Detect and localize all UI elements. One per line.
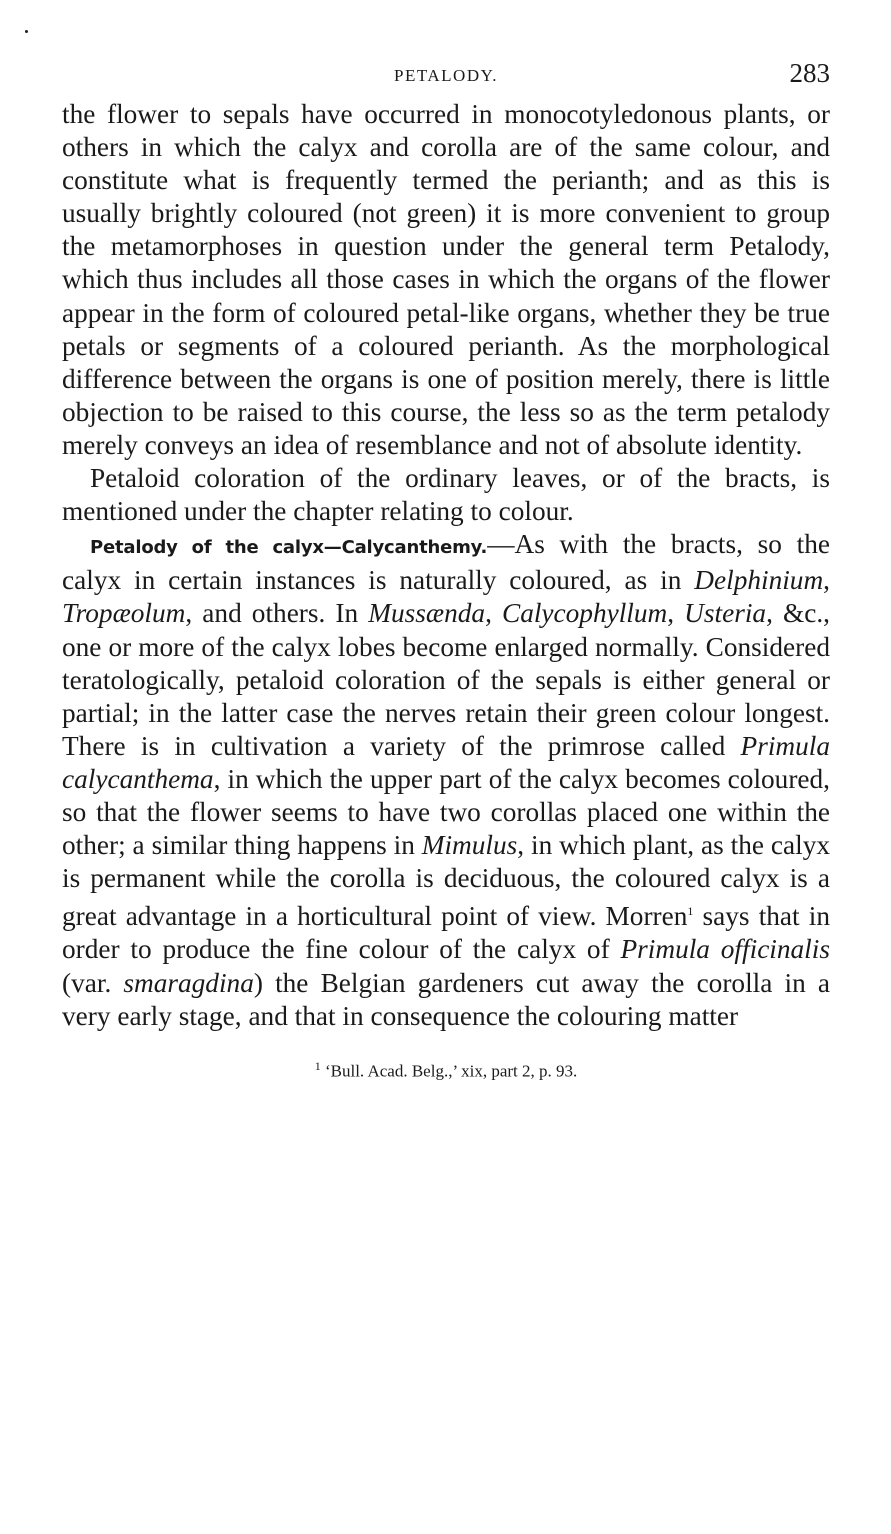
footnote-mark: 1 <box>314 1058 321 1073</box>
species-name: Primula officinalis <box>620 934 830 965</box>
book-page <box>62 58 830 1081</box>
genus-name: Calycophyllum <box>501 598 668 629</box>
page-number: 283 <box>789 58 830 88</box>
running-head: PETALODY. <box>394 66 498 85</box>
section-text: , &c., one or more of the calyx lobes become enlarged normally. Considered teratologically, petaloid coloration of the sepals is either general or partial; in the latter case the nerves retain their green colour longest. There is in cultivation a variety of the primrose called <box>62 598 830 761</box>
genus-name: Mimulus <box>421 830 518 861</box>
section-text: , <box>823 565 830 596</box>
section-text: , in which the upper part of the calyx becomes coloured, so that the flower seems to have two corollas placed one within the other; a similar thing happens in <box>62 763 830 861</box>
footnote-marker: 1 <box>687 904 694 919</box>
section-text: , in which plant, as the calyx is permanent while the corolla is deciduous, the coloured calyx is a great advantage in a horticultural point of view. Morren <box>62 830 830 932</box>
section-text: says that in order to produce the fine colour of the calyx of <box>62 901 830 965</box>
section-text: —As with the bracts, so the calyx in certain instances is naturally coloured, as in <box>62 529 830 596</box>
section-text: (var. <box>62 967 124 998</box>
section-text: ) the Belgian gardeners cut away the corolla in a very early stage, and that in consequence the colouring matter <box>62 967 830 1031</box>
variety-name: smaragdina <box>123 967 254 998</box>
species-name: Primula calycanthema <box>62 730 830 794</box>
section-text: , <box>667 598 685 629</box>
section-text: , and others. In <box>185 598 369 629</box>
page-speck <box>25 30 28 33</box>
genus-name: Usteria <box>684 598 767 629</box>
footnote-text: ‘Bull. Acad. Belg.,’ xix, part 2, p. 93. <box>320 1061 578 1081</box>
section-text: , <box>485 598 502 629</box>
main-text <box>62 98 830 1033</box>
footnote <box>62 1059 830 1082</box>
genus-name: Delphinium <box>694 565 824 596</box>
paragraph-1: the flower to sepals have occurred in monocotyledonous plants, or others in which the calyx and corolla are of the same colour, and constitute what is frequently termed the perianth; and as this is usually brightly coloured (not green) it is more convenient to group the metamorphoses in question under the general term Petalody, which thus includes all those cases in which the organs of the flower appear in the form of coloured petal-like organs, whether they be true petals or segments of a coloured perianth. As the morphological difference between the organs is one of position merely, there is little objection to be raised to this course, the less so as the term petalody merely conveys an idea of resemblance and not of absolute identity. <box>62 99 830 460</box>
section-calycanthemy <box>62 528 830 1033</box>
genus-name: Tropæolum <box>62 598 186 629</box>
page-header <box>62 58 830 98</box>
section-heading: Petalody of the calyx—Calycanthemy. <box>90 537 488 559</box>
paragraph-2: Petaloid coloration of the ordinary leaves, or of the bracts, is mentioned under the chapter relating to colour. <box>62 463 830 527</box>
genus-name: Mussænda <box>368 598 486 629</box>
